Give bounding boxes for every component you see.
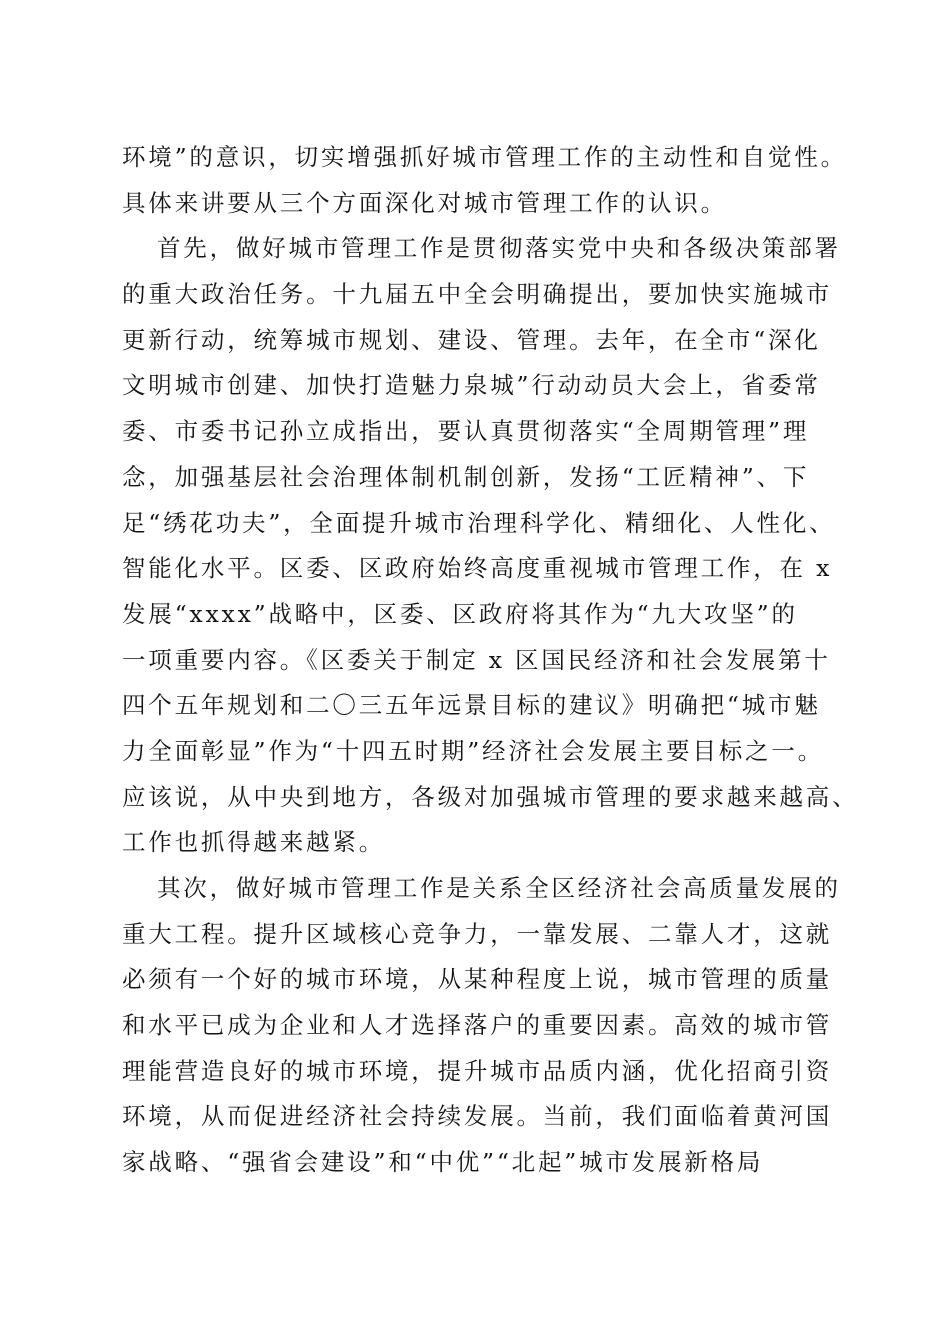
text-line: 家战略、“强省会建设”和“中优”“北起”城市发展新格局	[122, 1148, 764, 1177]
text-line: 的重大政治任务。十九届五中全会明确提出，要加快实施城市	[122, 280, 833, 309]
text-line: 发展“xxxx”战略中，区委、区政府将其作为“九大攻坚”的	[122, 599, 798, 628]
text-line: 智能化水平。区委、区政府始终高度重视城市管理工作，在 x	[122, 554, 833, 583]
text-line: 理能营造良好的城市环境，提升城市品质内涵，优化招商引资	[122, 1056, 833, 1085]
text-line: 文明城市创建、加快打造魅力泉城”行动动员大会上，省委常	[122, 371, 821, 400]
paragraph-first-line: 其次，做好城市管理工作是关系全区经济社会高质量发展的	[157, 874, 841, 902]
text-line: 足“绣花功夫”，全面提升城市治理科学化、精细化、人性化、	[122, 508, 836, 537]
text-line: 念，加强基层社会治理体制机制创新，发扬“工匠精神”、下	[122, 462, 810, 491]
text-line: 必须有一个好的城市环境，从某种程度上说，城市管理的质量	[122, 965, 833, 994]
text-line: 环境”的意识，切实增强抓好城市管理工作的主动性和自觉性。	[122, 143, 847, 171]
paragraph-first-line: 首先，做好城市管理工作是贯彻落实党中央和各级决策部署	[157, 234, 841, 263]
text-line: 四个五年规划和二〇三五年远景目标的建议》明确把“城市魅	[122, 691, 821, 720]
text-line: 更新行动，统筹城市规划、建设、管理。去年，在全市“深化	[122, 325, 821, 354]
text-line: 重大工程。提升区域核心竞争力，一靠发展、二靠人才，这就	[122, 919, 833, 948]
text-line: 具体来讲要从三个方面深化对城市管理工作的认识。	[122, 188, 727, 217]
text-line: 委、市委书记孙立成指出，要认真贯彻落实“全周期管理”理	[122, 417, 810, 446]
text-line: 力全面彰显”作为“十四五时期”经济社会发展主要目标之一。	[122, 736, 824, 765]
text-line: 和水平已成为企业和人才选择落户的重要因素。高效的城市管	[122, 1011, 833, 1040]
text-line: 应该说，从中央到地方，各级对加强城市管理的要求越来越高、	[122, 782, 859, 811]
text-line: 环境，从而促进经济社会持续发展。当前，我们面临着黄河国	[122, 1102, 833, 1131]
document-body	[122, 135, 859, 1186]
text-line: 一项重要内容。《区委关于制定 x 区国民经济和社会发展第十	[122, 645, 831, 674]
text-line: 工作也抓得越来越紧。	[122, 828, 385, 857]
